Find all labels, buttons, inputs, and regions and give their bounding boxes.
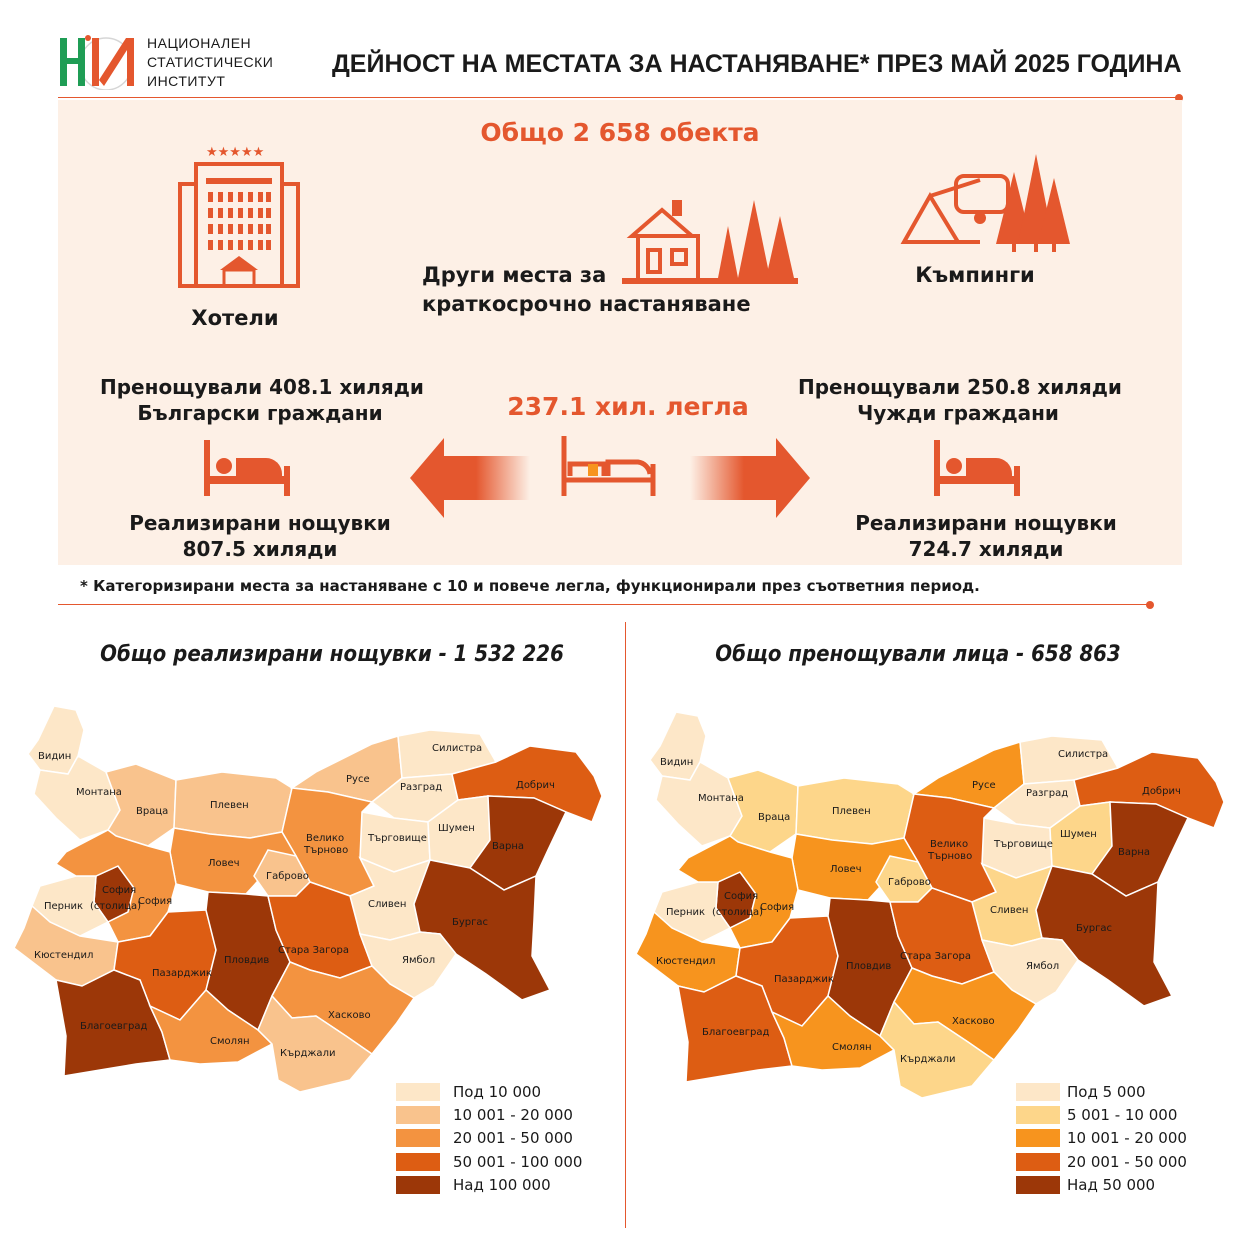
legend-swatch-2 [1016, 1106, 1060, 1124]
legend-label-4: 20 001 - 50 000 [1067, 1153, 1187, 1171]
guest-bed-icon-right [932, 440, 1022, 498]
legend-label-1: Под 5 000 [1067, 1083, 1146, 1101]
arrow-left-icon [410, 438, 530, 518]
domestic-suffix: Български граждани [137, 401, 383, 425]
label-lovech: Ловеч [830, 864, 862, 875]
right-map-title: Общо пренощували лица - 658 863 [715, 642, 1121, 667]
legend-label-2: 10 001 - 20 000 [453, 1106, 573, 1124]
other-label-line-2: краткосрочно настаняване [422, 292, 751, 316]
label-dobrich: Добрич [1142, 786, 1181, 797]
right-choropleth-map [632, 706, 1232, 1106]
legend-swatch-1 [396, 1083, 440, 1101]
label-blagoevgrad: Благоевград [702, 1027, 770, 1038]
label-kyustendil: Кюстендил [34, 950, 94, 961]
footnote: * Категоризирани места за настаняване с 10 и повече легла, функционирали през съответния период. [80, 577, 980, 595]
label-ruse: Русе [346, 774, 370, 785]
label-pernik: Перник [666, 907, 706, 918]
nsi-logo [58, 34, 138, 90]
label-kardzhali: Кърджали [280, 1048, 336, 1059]
legend-label-5: Над 100 000 [453, 1176, 551, 1194]
label-veliko-tarnovo-1: Велико [306, 833, 345, 844]
foreign-nights [816, 510, 1156, 562]
label-silistra: Силистра [432, 743, 483, 754]
foreign-nights-label: Реализирани нощувки [855, 511, 1117, 535]
label-vratsa: Враца [758, 812, 791, 823]
domestic-nights [90, 510, 430, 562]
org-line-3: ИНСТИТУТ [147, 73, 226, 89]
camping-icon [900, 150, 1072, 254]
beds-count: 237.1 хил. легла [507, 392, 749, 421]
label-sofia: София [138, 896, 173, 907]
legend-label-3: 10 001 - 20 000 [1067, 1129, 1187, 1147]
legend-swatch-5 [1016, 1176, 1060, 1194]
org-line-1: НАЦИОНАЛЕН [147, 35, 252, 51]
maps-divider [625, 622, 626, 1228]
domestic-value: 408.1 хиляди [269, 375, 424, 399]
legend-swatch-4 [1016, 1153, 1060, 1171]
label-smolyan: Смолян [210, 1036, 250, 1047]
label-shumen: Шумен [1060, 829, 1097, 840]
label-veliko-tarnovo-2: Търново [304, 845, 349, 856]
label-sliven: Сливен [368, 899, 407, 910]
label-vratsa: Враца [136, 806, 169, 817]
legend-label-1: Под 10 000 [453, 1083, 542, 1101]
campings-label: Къмпинги [915, 263, 1035, 287]
legend-swatch-1 [1016, 1083, 1060, 1101]
footnote-divider-dot [1146, 601, 1154, 609]
label-burgas: Бургас [1076, 923, 1113, 934]
label-pleven: Плевен [210, 800, 249, 811]
label-varna: Варна [492, 841, 525, 852]
label-razgrad: Разград [1026, 788, 1069, 799]
label-kyustendil: Кюстендил [656, 956, 716, 967]
domestic-nights-label: Реализирани нощувки [129, 511, 391, 535]
legend-swatch-3 [396, 1129, 440, 1147]
label-silistra: Силистра [1058, 749, 1109, 760]
other-accommodation-label [422, 262, 751, 317]
label-haskovo: Хасково [952, 1016, 995, 1027]
label-gabrovo: Габрово [266, 871, 309, 882]
label-gabrovo: Габрово [888, 877, 931, 888]
page-title: ДЕЙНОСТ НА МЕСТАТА ЗА НАСТАНЯВАНЕ* ПРЕЗ МАЙ 2025 ГОДИНА [332, 50, 1182, 78]
label-burgas: Бургас [452, 917, 489, 928]
label-lovech: Ловеч [208, 858, 240, 869]
label-vidin: Видин [38, 751, 72, 762]
label-targovishte: Търговище [368, 833, 427, 844]
legend-label-5: Над 50 000 [1067, 1176, 1156, 1194]
legend-swatch-4 [396, 1153, 440, 1171]
foreign-nights-value: 724.7 хиляди [908, 537, 1064, 561]
label-plovdiv: Пловдив [224, 955, 270, 966]
label-sofia: София [760, 902, 795, 913]
label-targovishte: Търговище [994, 839, 1053, 850]
label-ruse: Русе [972, 780, 996, 791]
label-smolyan: Смолян [832, 1042, 872, 1053]
label-pazardzhik: Пазарджик [152, 968, 212, 979]
legend-label-4: 50 001 - 100 000 [453, 1153, 583, 1171]
label-blagoevgrad: Благоевград [80, 1021, 148, 1032]
foreign-guests [798, 374, 1122, 426]
label-sofia-city-1: София [724, 891, 759, 902]
label-vidin: Видин [660, 757, 694, 768]
label-montana: Монтана [698, 793, 744, 804]
bed-icon [560, 436, 658, 498]
foreign-prefix: Пренощували [798, 375, 968, 399]
label-veliko-tarnovo-2: Търново [928, 851, 973, 862]
label-sofia-city-2: (столица) [90, 901, 142, 912]
header-divider [58, 97, 1178, 98]
org-line-2: СТАТИСТИЧЕСКИ [147, 54, 274, 70]
domestic-prefix: Пренощували [100, 375, 270, 399]
label-haskovo: Хасково [328, 1010, 371, 1021]
hotel-icon [176, 142, 302, 292]
label-stara-zagora: Стара Загора [900, 951, 971, 962]
total-establishments: Общо 2 658 обекта [480, 118, 760, 147]
label-varna: Варна [1118, 847, 1151, 858]
domestic-guests [100, 374, 424, 426]
legend-swatch-5 [396, 1176, 440, 1194]
org-name [147, 34, 273, 91]
foreign-value: 250.8 хиляди [967, 375, 1122, 399]
label-sofia-city-2: (столица) [712, 907, 764, 918]
label-sliven: Сливен [990, 905, 1029, 916]
guest-bed-icon-left [202, 440, 292, 498]
legend-label-2: 5 001 - 10 000 [1067, 1106, 1178, 1124]
label-plovdiv: Пловдив [846, 961, 892, 972]
left-map-title: Общо реализирани нощувки - 1 532 226 [100, 642, 564, 667]
svg-text:★★★★★: ★★★★★ [206, 145, 265, 160]
legend-swatch-3 [1016, 1129, 1060, 1147]
label-sofia-city-1: София [102, 885, 137, 896]
foreign-suffix: Чужди граждани [857, 401, 1059, 425]
label-stara-zagora: Стара Загора [278, 945, 349, 956]
arrow-right-icon [690, 438, 810, 518]
label-kardzhali: Кърджали [900, 1054, 956, 1065]
footnote-divider [58, 604, 1150, 605]
label-dobrich: Добрич [516, 780, 555, 791]
label-yambol: Ямбол [1026, 961, 1060, 972]
left-choropleth-map [10, 700, 610, 1100]
other-label-line-1: Други места за [422, 263, 607, 287]
label-montana: Монтана [76, 787, 122, 798]
legend-swatch-2 [396, 1106, 440, 1124]
label-pernik: Перник [44, 901, 84, 912]
legend-label-3: 20 001 - 50 000 [453, 1129, 573, 1147]
domestic-nights-value: 807.5 хиляди [182, 537, 338, 561]
label-pleven: Плевен [832, 806, 871, 817]
label-pazardzhik: Пазарджик [774, 974, 834, 985]
hotels-label: Хотели [191, 306, 279, 330]
label-veliko-tarnovo-1: Велико [930, 839, 969, 850]
label-yambol: Ямбол [402, 955, 436, 966]
label-shumen: Шумен [438, 823, 475, 834]
label-razgrad: Разград [400, 782, 443, 793]
